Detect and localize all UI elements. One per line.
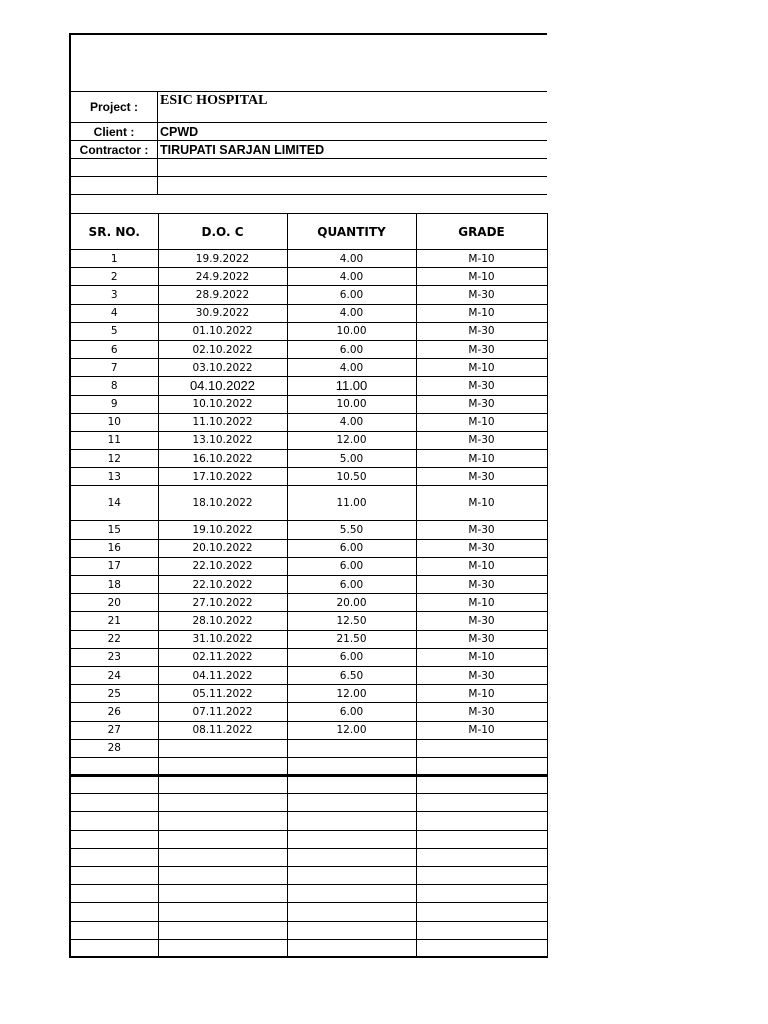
doc-cell: 01.10.2022 bbox=[158, 322, 287, 340]
table-row bbox=[71, 340, 547, 358]
empty-cell bbox=[71, 848, 158, 866]
grade-cell: M-10 bbox=[416, 304, 547, 322]
sr-no-cell: 16 bbox=[71, 539, 158, 557]
table-row bbox=[71, 648, 547, 666]
quantity-cell: 11.00 bbox=[287, 377, 416, 395]
sr-no-cell: 14 bbox=[71, 486, 158, 521]
sr-no-cell: 11 bbox=[71, 431, 158, 449]
doc-cell: 03.10.2022 bbox=[158, 359, 287, 377]
table-row bbox=[71, 359, 547, 377]
empty-cell bbox=[71, 776, 158, 794]
doc-cell: 16.10.2022 bbox=[158, 450, 287, 468]
quantity-cell: 12.00 bbox=[287, 431, 416, 449]
doc-cell: 22.10.2022 bbox=[158, 557, 287, 575]
sr-no-cell: 17 bbox=[71, 557, 158, 575]
grade-cell: M-30 bbox=[416, 703, 547, 721]
table-row bbox=[71, 630, 547, 648]
sr-no-cell: 20 bbox=[71, 594, 158, 612]
client-value: CPWD bbox=[160, 124, 199, 139]
quantity-cell: 4.00 bbox=[287, 268, 416, 286]
sr-no-cell: 9 bbox=[71, 395, 158, 413]
empty-cell bbox=[71, 812, 158, 830]
project-label: Project : bbox=[71, 92, 158, 122]
quantity-cell: 5.50 bbox=[287, 521, 416, 539]
table-row bbox=[71, 450, 547, 468]
grade-cell: M-10 bbox=[416, 685, 547, 703]
quantity-cell: 12.00 bbox=[287, 721, 416, 739]
title-row bbox=[71, 35, 547, 92]
sr-no-cell: 13 bbox=[71, 468, 158, 486]
empty-row bbox=[71, 885, 547, 903]
grade-cell: M-30 bbox=[416, 377, 547, 395]
grade-cell: M-30 bbox=[416, 521, 547, 539]
empty-cell bbox=[158, 939, 287, 957]
grade-cell: M-30 bbox=[416, 340, 547, 358]
sr-no-cell: 24 bbox=[71, 666, 158, 684]
blank-row bbox=[71, 177, 547, 195]
grade-cell: M-30 bbox=[416, 431, 547, 449]
sr-no-cell: 3 bbox=[71, 286, 158, 304]
empty-row bbox=[71, 903, 547, 921]
doc-cell: 19.9.2022 bbox=[158, 250, 287, 268]
grade-cell: M-10 bbox=[416, 648, 547, 666]
doc-cell bbox=[158, 739, 287, 757]
table-row bbox=[71, 539, 547, 557]
empty-cell bbox=[287, 794, 416, 812]
spreadsheet-page bbox=[69, 33, 547, 958]
empty-cell bbox=[158, 903, 287, 921]
sr-no-cell: 28 bbox=[71, 739, 158, 757]
table-row bbox=[71, 304, 547, 322]
doc-cell: 27.10.2022 bbox=[158, 594, 287, 612]
sr-no-cell: 7 bbox=[71, 359, 158, 377]
doc-cell: 20.10.2022 bbox=[158, 539, 287, 557]
table-row bbox=[71, 395, 547, 413]
empty-cell bbox=[158, 867, 287, 885]
sr-no-cell: 5 bbox=[71, 322, 158, 340]
empty-cell bbox=[158, 830, 287, 848]
empty-cell bbox=[71, 903, 158, 921]
empty-cell bbox=[287, 757, 416, 775]
empty-cell bbox=[71, 885, 158, 903]
empty-row bbox=[71, 939, 547, 957]
sr-no-cell: 27 bbox=[71, 721, 158, 739]
table-row bbox=[71, 666, 547, 684]
grade-cell: M-30 bbox=[416, 539, 547, 557]
doc-cell: 28.10.2022 bbox=[158, 612, 287, 630]
empty-cell bbox=[416, 812, 547, 830]
quantity-cell bbox=[287, 739, 416, 757]
sr-no-cell: 2 bbox=[71, 268, 158, 286]
table-row bbox=[71, 268, 547, 286]
empty-cell bbox=[158, 848, 287, 866]
table-header bbox=[71, 214, 547, 250]
sr-no-cell: 18 bbox=[71, 576, 158, 594]
grade-cell: M-30 bbox=[416, 612, 547, 630]
column-header-sr-no: SR. NO. bbox=[71, 214, 158, 250]
empty-cell bbox=[416, 848, 547, 866]
quantity-cell: 12.50 bbox=[287, 612, 416, 630]
grade-cell: M-10 bbox=[416, 594, 547, 612]
empty-row bbox=[71, 921, 547, 939]
sr-no-cell: 12 bbox=[71, 450, 158, 468]
table-row bbox=[71, 468, 547, 486]
empty-cell bbox=[287, 776, 416, 794]
sr-no-cell: 1 bbox=[71, 250, 158, 268]
empty-cell bbox=[158, 757, 287, 775]
doc-cell: 04.10.2022 bbox=[158, 377, 287, 395]
grade-cell: M-10 bbox=[416, 413, 547, 431]
empty-cell bbox=[416, 794, 547, 812]
empty-cell bbox=[71, 939, 158, 957]
empty-row bbox=[71, 830, 547, 848]
empty-cell bbox=[287, 903, 416, 921]
table-row bbox=[71, 250, 547, 268]
quantity-cell: 6.00 bbox=[287, 576, 416, 594]
doc-cell: 30.9.2022 bbox=[158, 304, 287, 322]
empty-cell bbox=[416, 939, 547, 957]
empty-cell bbox=[71, 830, 158, 848]
empty-cell bbox=[158, 885, 287, 903]
doc-cell: 11.10.2022 bbox=[158, 413, 287, 431]
table-row bbox=[71, 286, 547, 304]
doc-cell: 22.10.2022 bbox=[158, 576, 287, 594]
table-row bbox=[71, 431, 547, 449]
grade-cell: M-10 bbox=[416, 450, 547, 468]
column-header-grade: GRADE bbox=[416, 214, 547, 250]
sr-no-cell: 10 bbox=[71, 413, 158, 431]
sr-no-cell: 22 bbox=[71, 630, 158, 648]
empty-cell bbox=[71, 921, 158, 939]
grade-cell: M-10 bbox=[416, 486, 547, 521]
empty-cell bbox=[158, 794, 287, 812]
table-body bbox=[71, 250, 547, 958]
empty-cell bbox=[416, 830, 547, 848]
sr-no-cell: 6 bbox=[71, 340, 158, 358]
grade-cell: M-30 bbox=[416, 576, 547, 594]
quantity-cell: 11.00 bbox=[287, 486, 416, 521]
quantity-cell: 5.00 bbox=[287, 450, 416, 468]
doc-cell: 17.10.2022 bbox=[158, 468, 287, 486]
table-row bbox=[71, 721, 547, 739]
doc-cell: 02.10.2022 bbox=[158, 340, 287, 358]
doc-cell: 24.9.2022 bbox=[158, 268, 287, 286]
quantity-cell: 4.00 bbox=[287, 413, 416, 431]
table-row bbox=[71, 703, 547, 721]
quantity-cell: 4.00 bbox=[287, 304, 416, 322]
empty-cell bbox=[287, 939, 416, 957]
empty-cell bbox=[416, 867, 547, 885]
empty-cell bbox=[287, 921, 416, 939]
empty-cell bbox=[416, 776, 547, 794]
grade-cell: M-10 bbox=[416, 721, 547, 739]
empty-cell bbox=[287, 885, 416, 903]
quantity-cell: 10.50 bbox=[287, 468, 416, 486]
sr-no-cell: 15 bbox=[71, 521, 158, 539]
grade-cell: M-10 bbox=[416, 557, 547, 575]
doc-cell: 18.10.2022 bbox=[158, 486, 287, 521]
empty-cell bbox=[71, 867, 158, 885]
grade-cell: M-30 bbox=[416, 630, 547, 648]
quantity-cell: 4.00 bbox=[287, 359, 416, 377]
grade-cell: M-10 bbox=[416, 359, 547, 377]
grade-cell: M-30 bbox=[416, 468, 547, 486]
sr-no-cell: 23 bbox=[71, 648, 158, 666]
table-row bbox=[71, 486, 547, 521]
grade-cell bbox=[416, 739, 547, 757]
empty-cell bbox=[287, 812, 416, 830]
table-row bbox=[71, 739, 547, 757]
project-row bbox=[71, 92, 547, 123]
sr-no-cell: 26 bbox=[71, 703, 158, 721]
doc-cell: 07.11.2022 bbox=[158, 703, 287, 721]
table-row bbox=[71, 594, 547, 612]
quantity-cell: 12.00 bbox=[287, 685, 416, 703]
quantity-cell: 6.00 bbox=[287, 340, 416, 358]
sr-no-cell: 4 bbox=[71, 304, 158, 322]
client-label: Client : bbox=[71, 123, 158, 140]
quantity-cell: 20.00 bbox=[287, 594, 416, 612]
table-row bbox=[71, 413, 547, 431]
table-row bbox=[71, 685, 547, 703]
table-row bbox=[71, 322, 547, 340]
quantity-cell: 4.00 bbox=[287, 250, 416, 268]
contractor-value: TIRUPATI SARJAN LIMITED bbox=[160, 142, 325, 157]
doc-cell: 13.10.2022 bbox=[158, 431, 287, 449]
concrete-cube-table bbox=[71, 213, 548, 958]
quantity-cell: 6.00 bbox=[287, 648, 416, 666]
table-row bbox=[71, 521, 547, 539]
sr-no-cell: 25 bbox=[71, 685, 158, 703]
grade-cell: M-10 bbox=[416, 268, 547, 286]
empty-cell bbox=[158, 776, 287, 794]
spacer-row bbox=[71, 195, 547, 213]
doc-cell: 02.11.2022 bbox=[158, 648, 287, 666]
quantity-cell: 6.00 bbox=[287, 557, 416, 575]
table-row bbox=[71, 377, 547, 395]
empty-cell bbox=[287, 848, 416, 866]
doc-cell: 08.11.2022 bbox=[158, 721, 287, 739]
empty-cell bbox=[158, 812, 287, 830]
sr-no-cell: 21 bbox=[71, 612, 158, 630]
empty-cell bbox=[416, 885, 547, 903]
empty-cell bbox=[158, 921, 287, 939]
quantity-cell: 6.00 bbox=[287, 286, 416, 304]
grade-cell: M-30 bbox=[416, 395, 547, 413]
client-row bbox=[71, 123, 547, 141]
table-row bbox=[71, 576, 547, 594]
empty-row bbox=[71, 794, 547, 812]
empty-cell bbox=[287, 867, 416, 885]
quantity-cell: 10.00 bbox=[287, 395, 416, 413]
empty-row bbox=[71, 848, 547, 866]
sr-no-cell: 8 bbox=[71, 377, 158, 395]
grade-cell: M-30 bbox=[416, 322, 547, 340]
quantity-cell: 21.50 bbox=[287, 630, 416, 648]
column-header-doc: D.O. C bbox=[158, 214, 287, 250]
quantity-cell: 10.00 bbox=[287, 322, 416, 340]
quantity-cell: 6.50 bbox=[287, 666, 416, 684]
doc-cell: 04.11.2022 bbox=[158, 666, 287, 684]
empty-row bbox=[71, 757, 547, 775]
empty-cell bbox=[416, 903, 547, 921]
empty-cell bbox=[287, 830, 416, 848]
empty-row bbox=[71, 812, 547, 830]
doc-cell: 28.9.2022 bbox=[158, 286, 287, 304]
doc-cell: 19.10.2022 bbox=[158, 521, 287, 539]
table-row bbox=[71, 557, 547, 575]
doc-cell: 05.11.2022 bbox=[158, 685, 287, 703]
quantity-cell: 6.00 bbox=[287, 539, 416, 557]
doc-cell: 10.10.2022 bbox=[158, 395, 287, 413]
empty-cell bbox=[71, 757, 158, 775]
doc-cell: 31.10.2022 bbox=[158, 630, 287, 648]
grade-cell: M-30 bbox=[416, 286, 547, 304]
project-value: ESIC HOSPITAL bbox=[160, 93, 268, 108]
quantity-cell: 6.00 bbox=[287, 703, 416, 721]
contractor-label: Contractor : bbox=[71, 141, 158, 158]
contractor-row bbox=[71, 141, 547, 159]
empty-row bbox=[71, 776, 547, 794]
empty-row bbox=[71, 867, 547, 885]
grade-cell: M-30 bbox=[416, 666, 547, 684]
column-header-quantity: QUANTITY bbox=[287, 214, 416, 250]
empty-cell bbox=[71, 794, 158, 812]
blank-row bbox=[71, 159, 547, 177]
grade-cell: M-10 bbox=[416, 250, 547, 268]
table-row bbox=[71, 612, 547, 630]
empty-cell bbox=[416, 921, 547, 939]
empty-cell bbox=[416, 757, 547, 775]
